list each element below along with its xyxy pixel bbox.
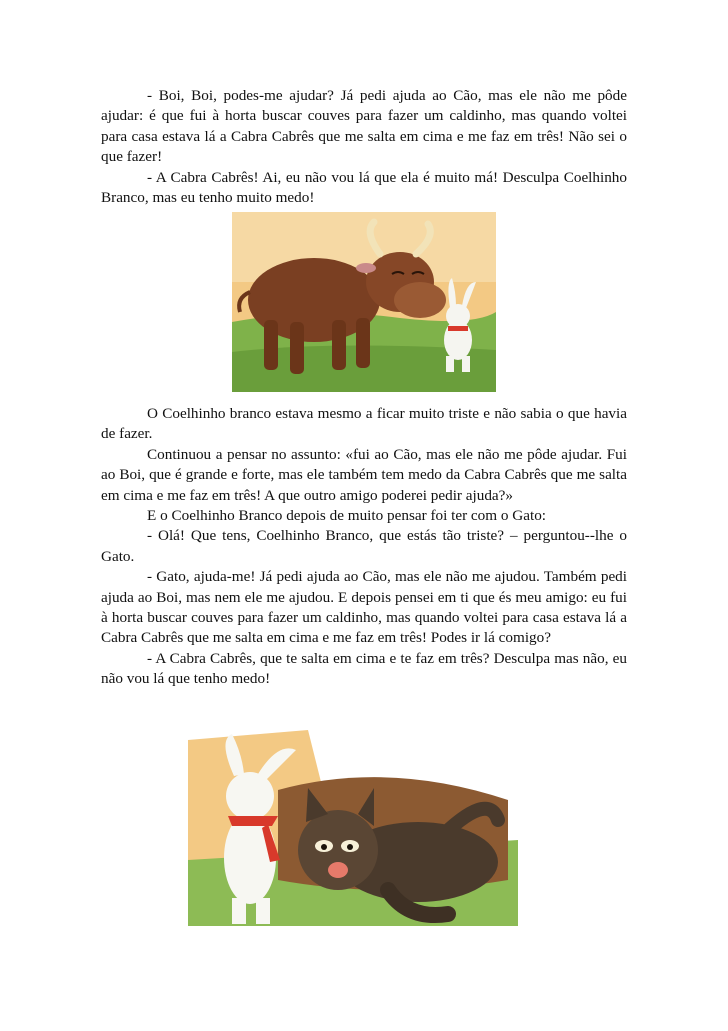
- paragraph: E o Coelhinho Branco depois de muito pensar foi ter com o Gato:: [147, 507, 547, 525]
- paragraph: - Olá! Que tens, Coelhinho Branco, que estás tão triste? – perguntou--lhe o Gato.: [101, 527, 627, 565]
- paragraph: - A Cabra Cabrês! Ai, eu não vou lá que ela é muito má! Desculpa Coelhinho Branco, mas eu tenho muito medo!: [101, 168, 627, 207]
- illustration-rabbit-and-cat: [188, 730, 518, 926]
- paragraph: O Coelhinho branco estava mesmo a ficar muito triste e não sabia o que havia de fazer.: [101, 405, 627, 443]
- paragraph: - Boi, Boi, podes-me ajudar? Já pedi ajuda ao Cão, mas ele não me pôde ajudar: é que fui à horta buscar couves para fazer um caldinho, mas quando voltei para casa estava lá a Cabra Cabrês que me salta em cima e me faz em três! Não sei o que fazer!: [101, 87, 627, 166]
- paragraph: - Gato, ajuda-me! Já pedi ajuda ao Cão, mas ele não me ajudou. Também pedi ajuda ao Boi, mas nem ele me ajudou. E depois pensei em ti que és meu amigo: eu fui à horta buscar couves para fazer um caldinho, mas quando voltei para casa estava lá a Cabra Cabrês que me salta em cima e me faz em três! Podes ir lá comigo?: [101, 568, 627, 647]
- paragraph: - A Cabra Cabrês, que te salta em cima e te faz em três? Desculpa mas não, eu não vou lá que tenho medo!: [101, 649, 627, 688]
- story-text-block-1: [101, 86, 627, 208]
- story-text-block-2: [101, 404, 627, 690]
- paragraph: Continuou a pensar no assunto: «fui ao Cão, mas ele não me pôde ajudar. Fui ao Boi, que é grande e forte, mas ele também tem medo da Cabra Cabrês que me salta em cima e me faz em três! A que outro amigo poderei pedir ajuda?»: [101, 445, 627, 504]
- illustration-ox-and-rabbit: [232, 212, 496, 392]
